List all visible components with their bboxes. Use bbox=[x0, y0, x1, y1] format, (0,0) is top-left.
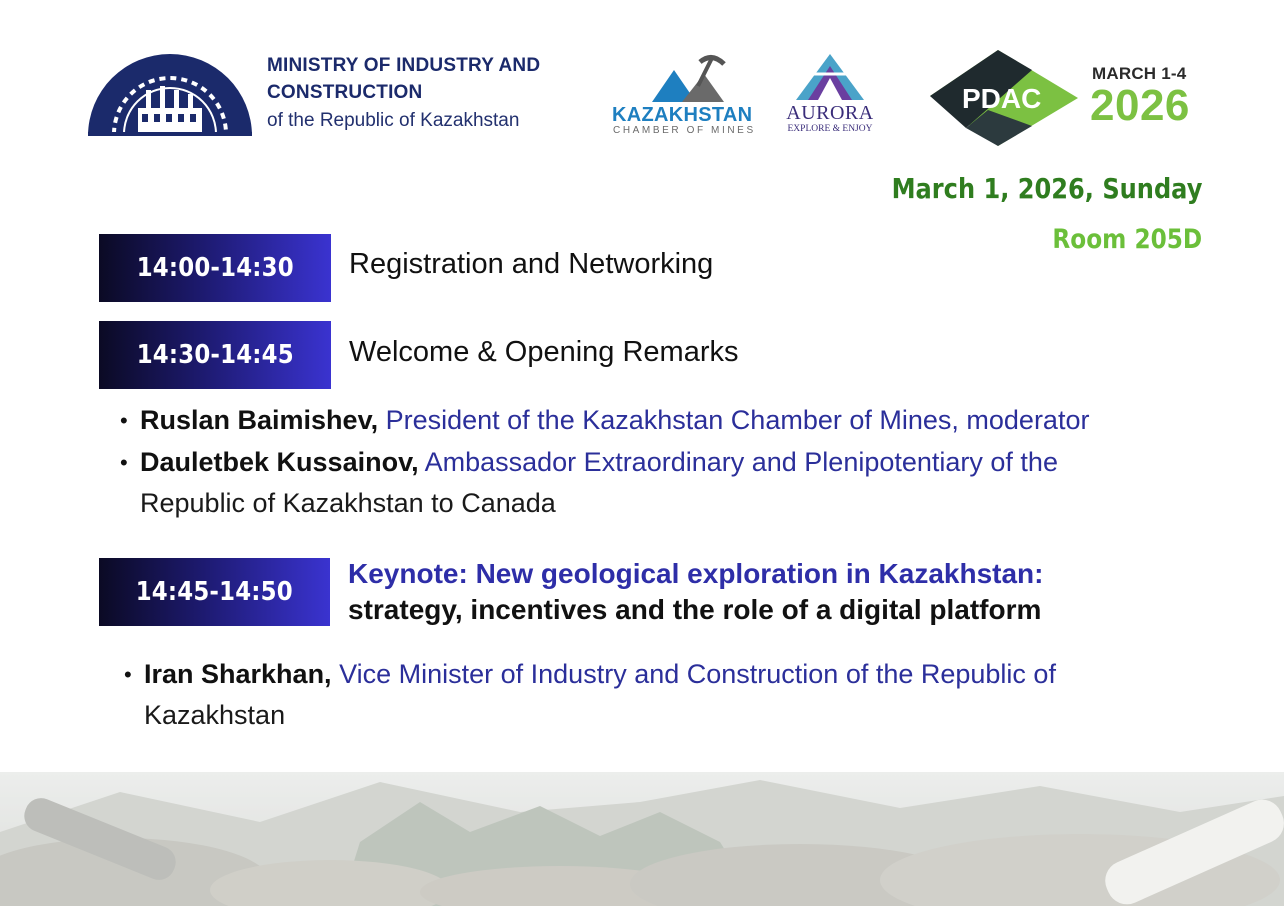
pdac-logo-icon bbox=[928, 48, 1078, 148]
session-title: Registration and Networking bbox=[349, 248, 714, 280]
speaker-name: Ruslan Baimishev, bbox=[140, 405, 379, 435]
aurora-name: AURORA bbox=[786, 102, 874, 124]
keynote-title-line1: Keynote: New geological exploration in Kazakhstan: bbox=[348, 558, 1044, 589]
ministry-name bbox=[267, 52, 540, 136]
speaker-role-continued: Kazakhstan bbox=[144, 700, 286, 730]
time-badge bbox=[99, 558, 330, 626]
kazakhstan-mines-logo-icon bbox=[612, 52, 766, 138]
session-title: Welcome & Opening Remarks bbox=[349, 336, 739, 368]
kazakhstan-mines-name: KAZAKHSTAN bbox=[612, 104, 753, 126]
speaker-role: President of the Kazakhstan Chamber of Mines, moderator bbox=[378, 405, 1090, 435]
speaker-name: Iran Sharkhan, bbox=[144, 659, 332, 689]
ministry-emblem-icon bbox=[88, 46, 252, 136]
pdac-year: 2026 bbox=[1090, 81, 1190, 130]
speaker-name: Dauletbek Kussainov, bbox=[140, 447, 419, 477]
speaker-item bbox=[124, 654, 1056, 736]
aurora-subtitle: EXPLORE & ENJOY bbox=[787, 124, 873, 134]
aurora-logo-icon bbox=[784, 52, 876, 138]
time-label: 14:00-14:30 bbox=[136, 253, 294, 283]
event-date: March 1, 2026, Sunday bbox=[891, 172, 1202, 205]
speaker-item bbox=[120, 442, 1058, 524]
landscape-photo bbox=[0, 772, 1284, 906]
time-label: 14:30-14:45 bbox=[136, 340, 294, 370]
ministry-name-line2: CONSTRUCTION bbox=[267, 82, 423, 103]
speaker-role-continued: Republic of Kazakhstan to Canada bbox=[140, 488, 556, 518]
ministry-name-line1: MINISTRY OF INDUSTRY AND bbox=[267, 55, 541, 76]
ministry-name-line3: of the Republic of Kazakhstan bbox=[267, 110, 520, 131]
kazakhstan-mines-subtitle: CHAMBER OF MINES bbox=[613, 125, 756, 136]
pdac-label: PDAC bbox=[962, 83, 1042, 114]
speaker-item bbox=[120, 400, 1090, 441]
speaker-role: Vice Minister of Industry and Construction of the Republic of bbox=[331, 659, 1056, 689]
bullet: • bbox=[124, 662, 132, 687]
pdac-dates: MARCH 1-4 bbox=[1092, 64, 1187, 83]
keynote-title bbox=[348, 556, 1043, 628]
keynote-title-line2: strategy, incentives and the role of a digital platform bbox=[348, 594, 1042, 625]
bullet: • bbox=[120, 450, 128, 475]
bullet: • bbox=[120, 408, 128, 433]
event-room: Room 205D bbox=[1052, 224, 1202, 255]
time-badge bbox=[99, 321, 331, 389]
speaker-role: Ambassador Extraordinary and Plenipotentiary of the bbox=[418, 447, 1058, 477]
time-badge bbox=[99, 234, 331, 302]
time-label: 14:45-14:50 bbox=[135, 577, 294, 607]
